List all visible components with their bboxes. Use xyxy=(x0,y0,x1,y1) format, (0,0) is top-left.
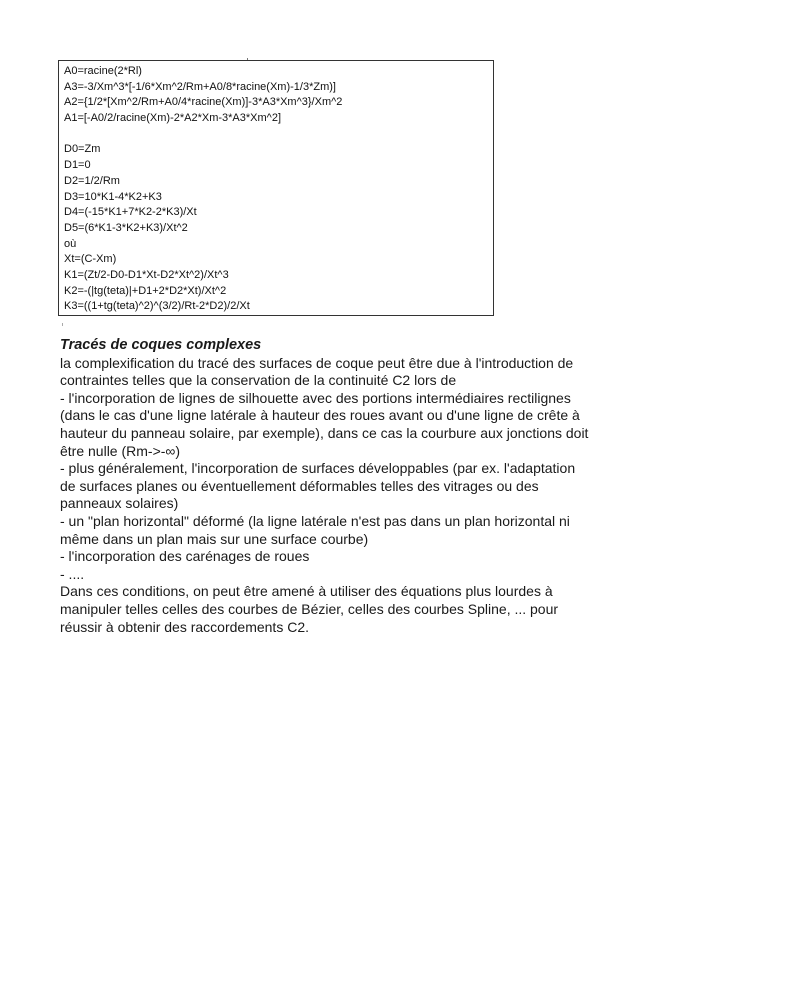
paragraph-line: - l'incorporation des carénages de roues xyxy=(60,548,310,565)
paragraph-line: - plus généralement, l'incorporation de surfaces développables (par ex. l'adaptation xyxy=(60,460,576,477)
formula-line: A0=racine(2*Rl) xyxy=(64,65,142,77)
paragraph-line: être nulle (Rm->-∞) xyxy=(60,442,181,459)
formula-box xyxy=(58,60,494,316)
paragraph-line: (dans le cas d'une ligne latérale à hauteur des roues avant ou d'une ligne de crête à xyxy=(60,407,580,424)
paragraph-line: contraintes telles que la conservation de la continuité C2 lors de xyxy=(60,372,457,389)
complex-hulls-section xyxy=(60,337,680,636)
formula-line: D0=Zm xyxy=(64,143,101,156)
formula-line: D3=10*K1-4*K2+K3 xyxy=(64,190,162,203)
section-title: Tracés de coques complexes xyxy=(60,337,262,353)
paragraph-line: la complexification du tracé des surfaces de coque peut être due à l'introduction de xyxy=(60,354,574,371)
paragraph-line: - l'incorporation de lignes de silhouette avec des portions intermédiaires rectilignes xyxy=(60,389,571,406)
formula-line: D2=1/2/Rm xyxy=(64,174,120,187)
page-mark xyxy=(62,323,63,326)
paragraph-line: hauteur du panneau solaire, par exemple), dans ce cas la courbure aux jonctions doit xyxy=(60,424,589,441)
formula-line: A3=-3/Xm^3*[-1/6*Xm^2/Rm+A0/8*racine(Xm)-1/3*Zm)] xyxy=(64,80,336,93)
paragraph-line: réussir à obtenir des raccordements C2. xyxy=(60,618,309,635)
paragraph-line: de surfaces planes ou éventuellement déformables telles des vitrages ou des xyxy=(60,477,539,494)
formula-line: K1=(Zt/2-D0-D1*Xt-D2*Xt^2)/Xt^3 xyxy=(64,268,229,281)
formula-line: D5=(6*K1-3*K2+K3)/Xt^2 xyxy=(64,221,188,234)
paragraph-line: panneaux solaires) xyxy=(60,495,179,512)
paragraph-line: Dans ces conditions, on peut être amené à utiliser des équations plus lourdes à xyxy=(60,583,553,600)
formula-line: K3=((1+tg(teta)^2)^(3/2)/Rt-2*D2)/2/Xt xyxy=(64,300,250,313)
formula-line: A2={1/2*[Xm^2/Rm+A0/4*racine(Xm)]-3*A3*Xm^3}/Xm^2 xyxy=(64,96,343,109)
formula-line: où xyxy=(64,237,77,250)
formula-line: Xt=(C-Xm) xyxy=(64,253,117,266)
formula-line xyxy=(64,127,493,143)
paragraph-line: - un "plan horizontal" déformé (la ligne latérale n'est pas dans un plan horizontal ni xyxy=(60,512,570,529)
formula-line: D4=(-15*K1+7*K2-2*K3)/Xt xyxy=(64,206,197,219)
formula-line: D1=0 xyxy=(64,159,91,172)
formula-line: A1=[-A0/2/racine(Xm)-2*A2*Xm-3*A3*Xm^2] xyxy=(64,112,281,125)
paragraph-line: - .... xyxy=(60,565,85,582)
paragraph-line: même dans un plan mais sur une surface courbe) xyxy=(60,530,369,547)
paragraph-line: manipuler telles celles des courbes de Bézier, celles des courbes Spline, ... pour xyxy=(60,600,559,617)
formula-line: K2=-(|tg(teta)|+D1+2*D2*Xt)/Xt^2 xyxy=(64,284,227,297)
